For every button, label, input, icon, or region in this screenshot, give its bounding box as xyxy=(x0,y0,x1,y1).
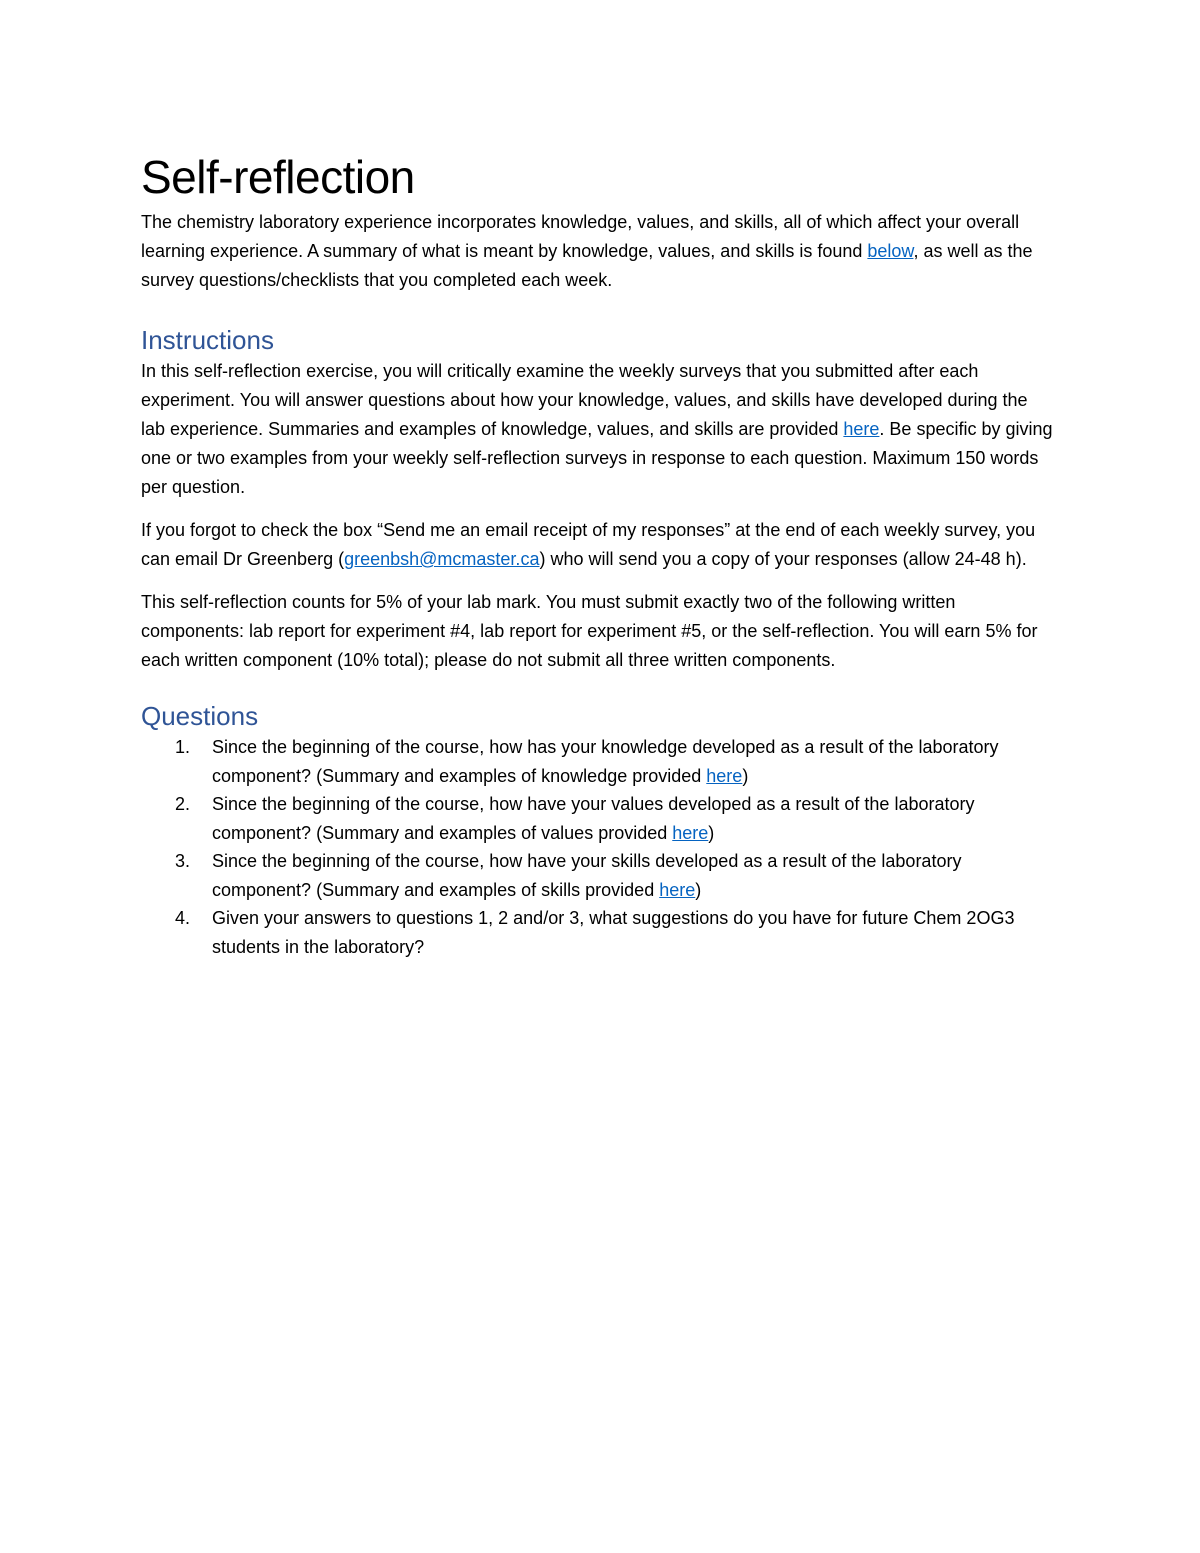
question-text-end: ) xyxy=(742,765,749,786)
question-number: 2. xyxy=(175,794,191,814)
question-item xyxy=(141,904,1056,961)
question-text-end: ) xyxy=(695,879,702,900)
question-item xyxy=(141,733,1056,790)
question-item xyxy=(141,847,1056,904)
question-text-end: ) xyxy=(708,822,715,843)
document-page xyxy=(141,148,1056,961)
intro-paragraph xyxy=(141,208,1056,295)
below-link[interactable]: below xyxy=(867,241,914,261)
question-text: Since the beginning of the course, how have your skills developed as a result of the laboratory component? (Summary and examples of skills provided xyxy=(212,851,962,900)
here-link-instructions[interactable]: here xyxy=(843,419,880,439)
question-number: 1. xyxy=(175,737,191,757)
question-number: 4. xyxy=(175,908,191,928)
here-link-skills[interactable]: here xyxy=(659,879,696,900)
questions-heading: Questions xyxy=(141,701,259,731)
instructions-heading: Instructions xyxy=(141,325,274,355)
questions-list xyxy=(141,733,1056,961)
instructions-p1-text-end: . Be specific by giving one or two examples from your weekly self-reflection surveys in response to each question. Maximum 150 words per question. xyxy=(141,419,1053,497)
question-text: Since the beginning of the course, how has your knowledge developed as a result of the laboratory component? (Summary and examples of knowledge provided xyxy=(212,737,999,786)
here-link-values[interactable]: here xyxy=(672,822,709,843)
here-link-knowledge[interactable]: here xyxy=(706,765,743,786)
instructions-p1-text: In this self-reflection exercise, you will critically examine the weekly surveys that you submitted after each experiment. You will answer questions about how your knowledge, values, and skills have developed during the lab experience. Summaries and examples of knowledge, values, and skills are provided xyxy=(141,361,1028,439)
instructions-paragraph-3: This self-reflection counts for 5% of your lab mark. You must submit exactly two of the following written components: lab report for experiment #4, lab report for experiment #5, or the self-reflection. You will earn 5% for each written component (10% total); please do not submit all three written components. xyxy=(141,592,1038,670)
intro-text-end: , as well as the survey questions/checklists that you completed each week. xyxy=(141,241,1033,290)
question-number: 3. xyxy=(175,851,191,871)
question-text: Since the beginning of the course, how have your values developed as a result of the laboratory component? (Summary and examples of values provided xyxy=(212,794,975,843)
intro-text: The chemistry laboratory experience incorporates knowledge, values, and skills, all of which affect your overall learning experience. A summary of what is meant by knowledge, values, and skills is found xyxy=(141,212,1020,261)
instructions-paragraph-2 xyxy=(141,516,1056,574)
page-title: Self-reflection xyxy=(141,151,415,203)
email-link[interactable]: greenbsh@mcmaster.ca xyxy=(344,549,540,569)
instructions-p2-text: If you forgot to check the box “Send me an email receipt of my responses” at the end of each weekly survey, you can email Dr Greenberg ( xyxy=(141,520,1036,569)
instructions-paragraph-1 xyxy=(141,357,1056,502)
question-text: Given your answers to questions 1, 2 and/or 3, what suggestions do you have for future Chem 2OG3 students in the laboratory? xyxy=(212,908,1015,957)
instructions-p2-text-end: ) who will send you a copy of your responses (allow 24-48 h). xyxy=(539,549,1027,569)
question-item xyxy=(141,790,1056,847)
